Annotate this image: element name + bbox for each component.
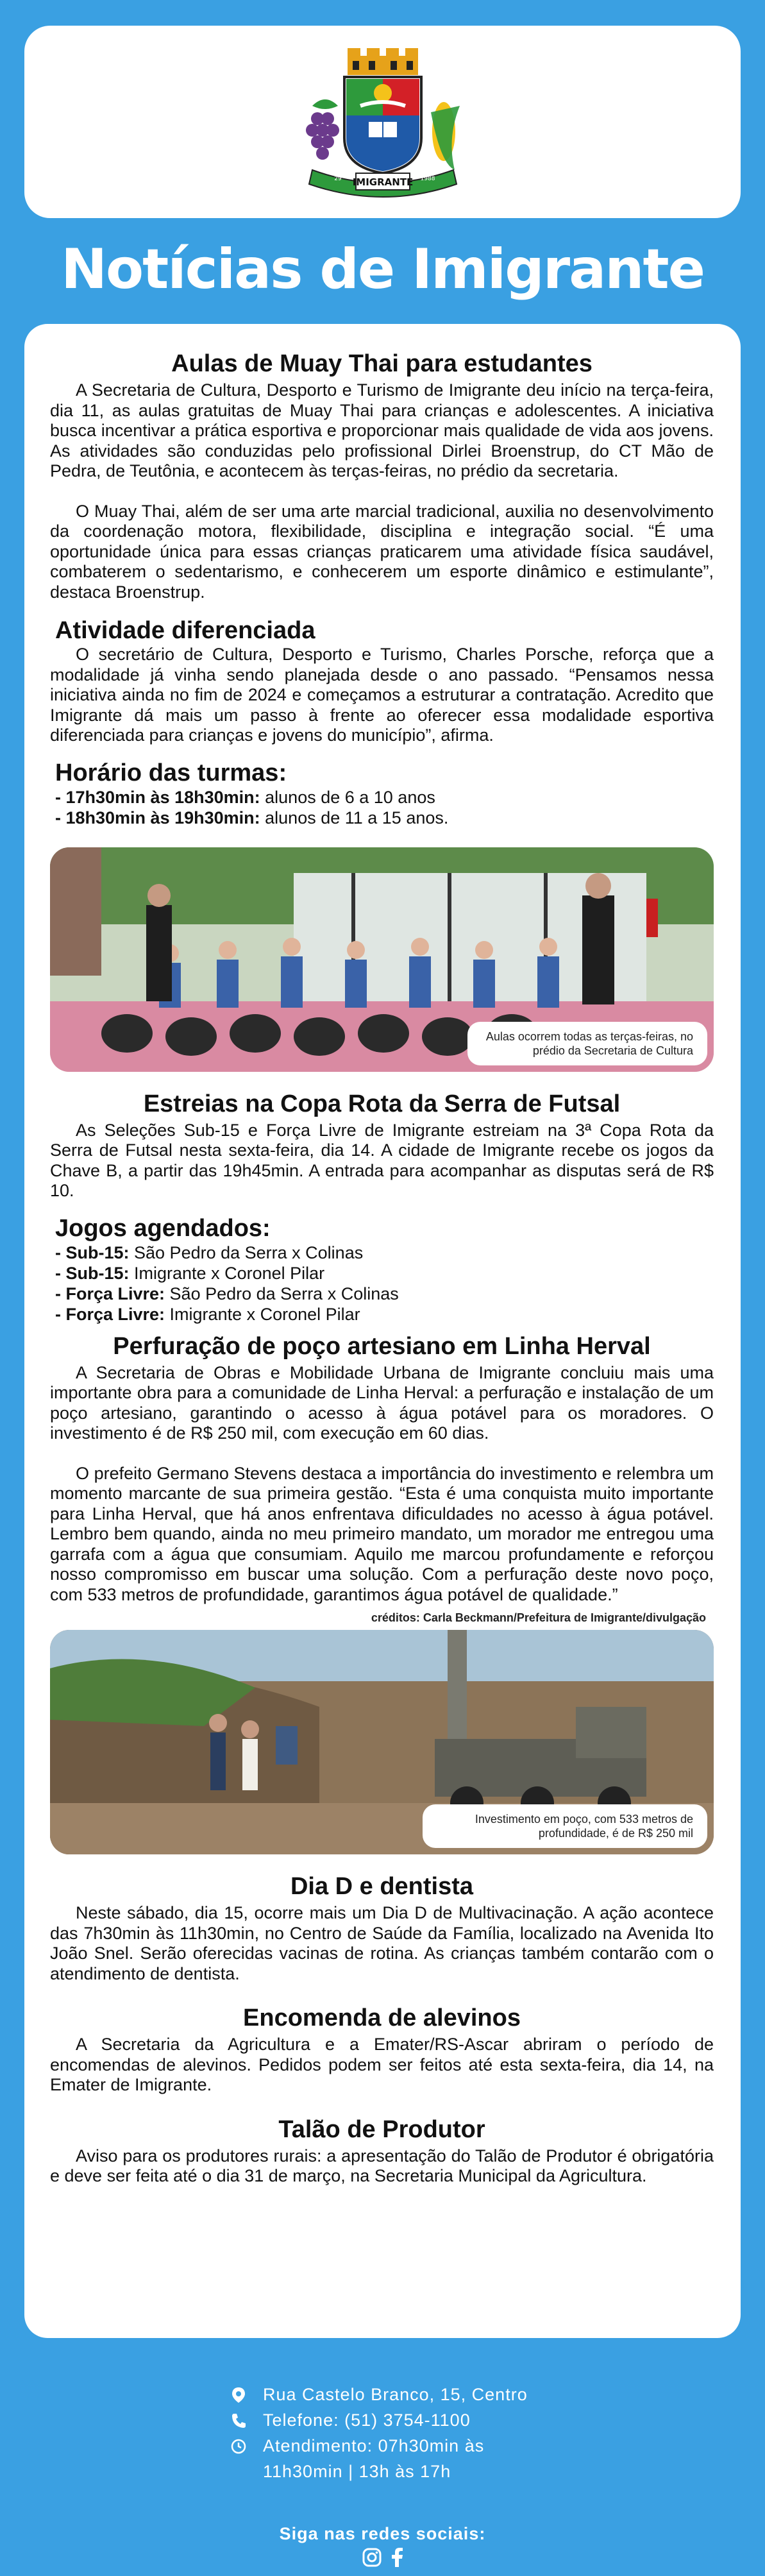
location-pin-icon	[231, 2387, 246, 2403]
page-title: Notícias de Imigrante	[61, 237, 704, 301]
facebook-icon[interactable]	[391, 2548, 403, 2567]
muay-thai-photo-caption: Aulas ocorrem todas as terças-feiras, no prédio da Secretaria de Cultura	[467, 1022, 707, 1065]
clock-icon	[231, 2438, 246, 2455]
poco-paragraph-2: O prefeito Germano Stevens destaca a importância do investimento e relembra um momento marcante de sua primeira gestão. “Esta é uma conquista muito importante para Linha Herval, que há anos enfrentava dificuldades no acesso à água potável. Lembro bem quando, ainda no meu primeiro mandato, um morador me entregou uma garrafa com a água que consumiam. Aquilo me marcou profundamente e reforçou nosso compromisso em buscar uma solução. Com a perfuração deste novo poço, com 533 metros de profundidade, garantimos água potável de qualidade.”	[50, 1463, 714, 1604]
games-list	[50, 1242, 714, 1325]
photo-credits: créditos: Carla Beckmann/Prefeitura de Imigrante/divulgação	[371, 1611, 706, 1624]
schedule-item: - 18h30min às 19h30min: alunos de 11 a 15 anos.	[55, 808, 449, 827]
muay-thai-paragraph-2: O Muay Thai, além de ser uma arte marcial tradicional, auxilia no desenvolvimento da coordenação motora, flexibilidade, disciplina e integração social. “É uma oportunidade única para essas crianças praticarem uma atividade física saudável, combaterem o sedentarismo, e conhecerem um esporte dinâmico e estimulante”, destaca Broenstrup.	[50, 501, 714, 602]
schedule-title: Horário das turmas:	[55, 759, 287, 786]
poco-photo	[50, 1630, 714, 1854]
logo-date-year: 1988	[420, 176, 435, 182]
game-item: - Força Livre: Imigrante x Coronel Pilar	[55, 1304, 360, 1324]
futsal-paragraph-1: As Seleções Sub-15 e Força Livre de Imigrante estreiam na 3ª Copa Rota da Serra de Futsal nesta sexta-feira, dia 14. A cidade de Imigrante recebe os jogos da Chave B, a partir das 19h45min. A entrada para acompanhar as disputas será de R$ 10.	[50, 1120, 714, 1200]
social-label: Siga nas redes sociais:	[279, 2524, 486, 2543]
game-item: - Força Livre: São Pedro da Serra x Colinas	[55, 1284, 399, 1303]
poco-paragraph-1: A Secretaria de Obras e Mobilidade Urbana de Imigrante concluiu mais uma importante obra para a comunidade de Linha Herval: a perfuração e instalação de um poço artesiano, garantindo o acesso à água potável para os moradores. O investimento é de R$ 250 mil, com execução em 60 dias.	[50, 1362, 714, 1443]
talao-headline: Talão de Produtor	[278, 2115, 485, 2143]
alevinos-headline: Encomenda de alevinos	[243, 2004, 521, 2031]
poco-photo-caption: Investimento em poço, com 533 metros de profundidade, é de R$ 250 mil	[423, 1804, 707, 1848]
corn-icon	[431, 102, 460, 170]
muay-thai-headline: Aulas de Muay Thai para estudantes	[171, 350, 593, 377]
logo-date-day: 29	[333, 176, 342, 182]
alevinos-paragraph: A Secretaria da Agricultura e a Emater/RS-Ascar abriram o período de encomendas de alevinos. Pedidos podem ser feitos até esta sexta-feira, dia 14, na Emater de Imigrante.	[50, 2035, 714, 2094]
municipal-coat-of-arms-logo	[287, 42, 479, 202]
logo-banner-text: IMIGRANTE	[352, 176, 413, 188]
grapes-icon	[306, 99, 339, 160]
schedule-list	[50, 787, 714, 828]
ribbon-banner	[309, 170, 457, 197]
games-title: Jogos agendados:	[55, 1214, 271, 1242]
muay-thai-paragraph-1: A Secretaria de Cultura, Desporto e Turismo de Imigrante deu início na terça-feira, dia 11, as aulas gratuitas de Muay Thai para crianças e adolescentes. A iniciativa busca incentivar a prática esportiva e proporcionar mais qualidade de vida aos jovens. As atividades são conduzidas pelo profissional Dirlei Broenstrup, do CT Mão de Pedra, de Teutônia, e acontecem às terças-feiras, no prédio da secretaria.	[50, 380, 714, 480]
muay-thai-photo	[50, 847, 714, 1072]
news-content-card	[24, 324, 741, 2338]
dia-d-paragraph: Neste sábado, dia 15, ocorre mais um Dia D de Multivacinação. A ação acontece das 7h30min às 11h30min, no Centro de Saúde da Família, localizado na Avenida Ito João Snel. Serão oferecidas vacinas de rotina. As crianças também contarão com o atendimento de dentista.	[50, 1903, 714, 1983]
muay-thai-subhead: Atividade diferenciada	[55, 617, 315, 644]
shield-icon	[344, 77, 421, 173]
instagram-icon[interactable]	[362, 2548, 382, 2567]
game-item: - Sub-15: São Pedro da Serra x Colinas	[55, 1242, 364, 1262]
poco-headline: Perfuração de poço artesiano em Linha Herval	[113, 1332, 651, 1360]
game-item: - Sub-15: Imigrante x Coronel Pilar	[55, 1263, 325, 1283]
crown-icon	[348, 48, 418, 75]
muay-thai-paragraph-3: O secretário de Cultura, Desporto e Turismo, Charles Porsche, reforça que a modalidade já vinha sendo planejada desde o ano passado. “Pensamos nessa iniciativa ainda no fim de 2024 e começamos a estruturar a contratação. Acredito que Imigrante dá mais um passo à frente ao oferecer essa modalidade esportiva diferenciada para crianças e jovens do município”, afirma.	[50, 645, 714, 745]
futsal-headline: Estreias na Copa Rota da Serra de Futsal	[143, 1090, 621, 1117]
dia-d-headline: Dia D e dentista	[290, 1873, 474, 1900]
logo-card	[24, 26, 741, 218]
schedule-item: - 17h30min às 18h30min: alunos de 6 a 10 anos	[55, 787, 435, 807]
phone-icon	[231, 2412, 246, 2429]
talao-paragraph: Aviso para os produtores rurais: a apresentação do Talão de Produtor é obrigatória e deve ser feita até o dia 31 de março, na Secretaria Municipal da Agricultura.	[50, 2146, 714, 2185]
social-icons	[0, 2548, 765, 2567]
